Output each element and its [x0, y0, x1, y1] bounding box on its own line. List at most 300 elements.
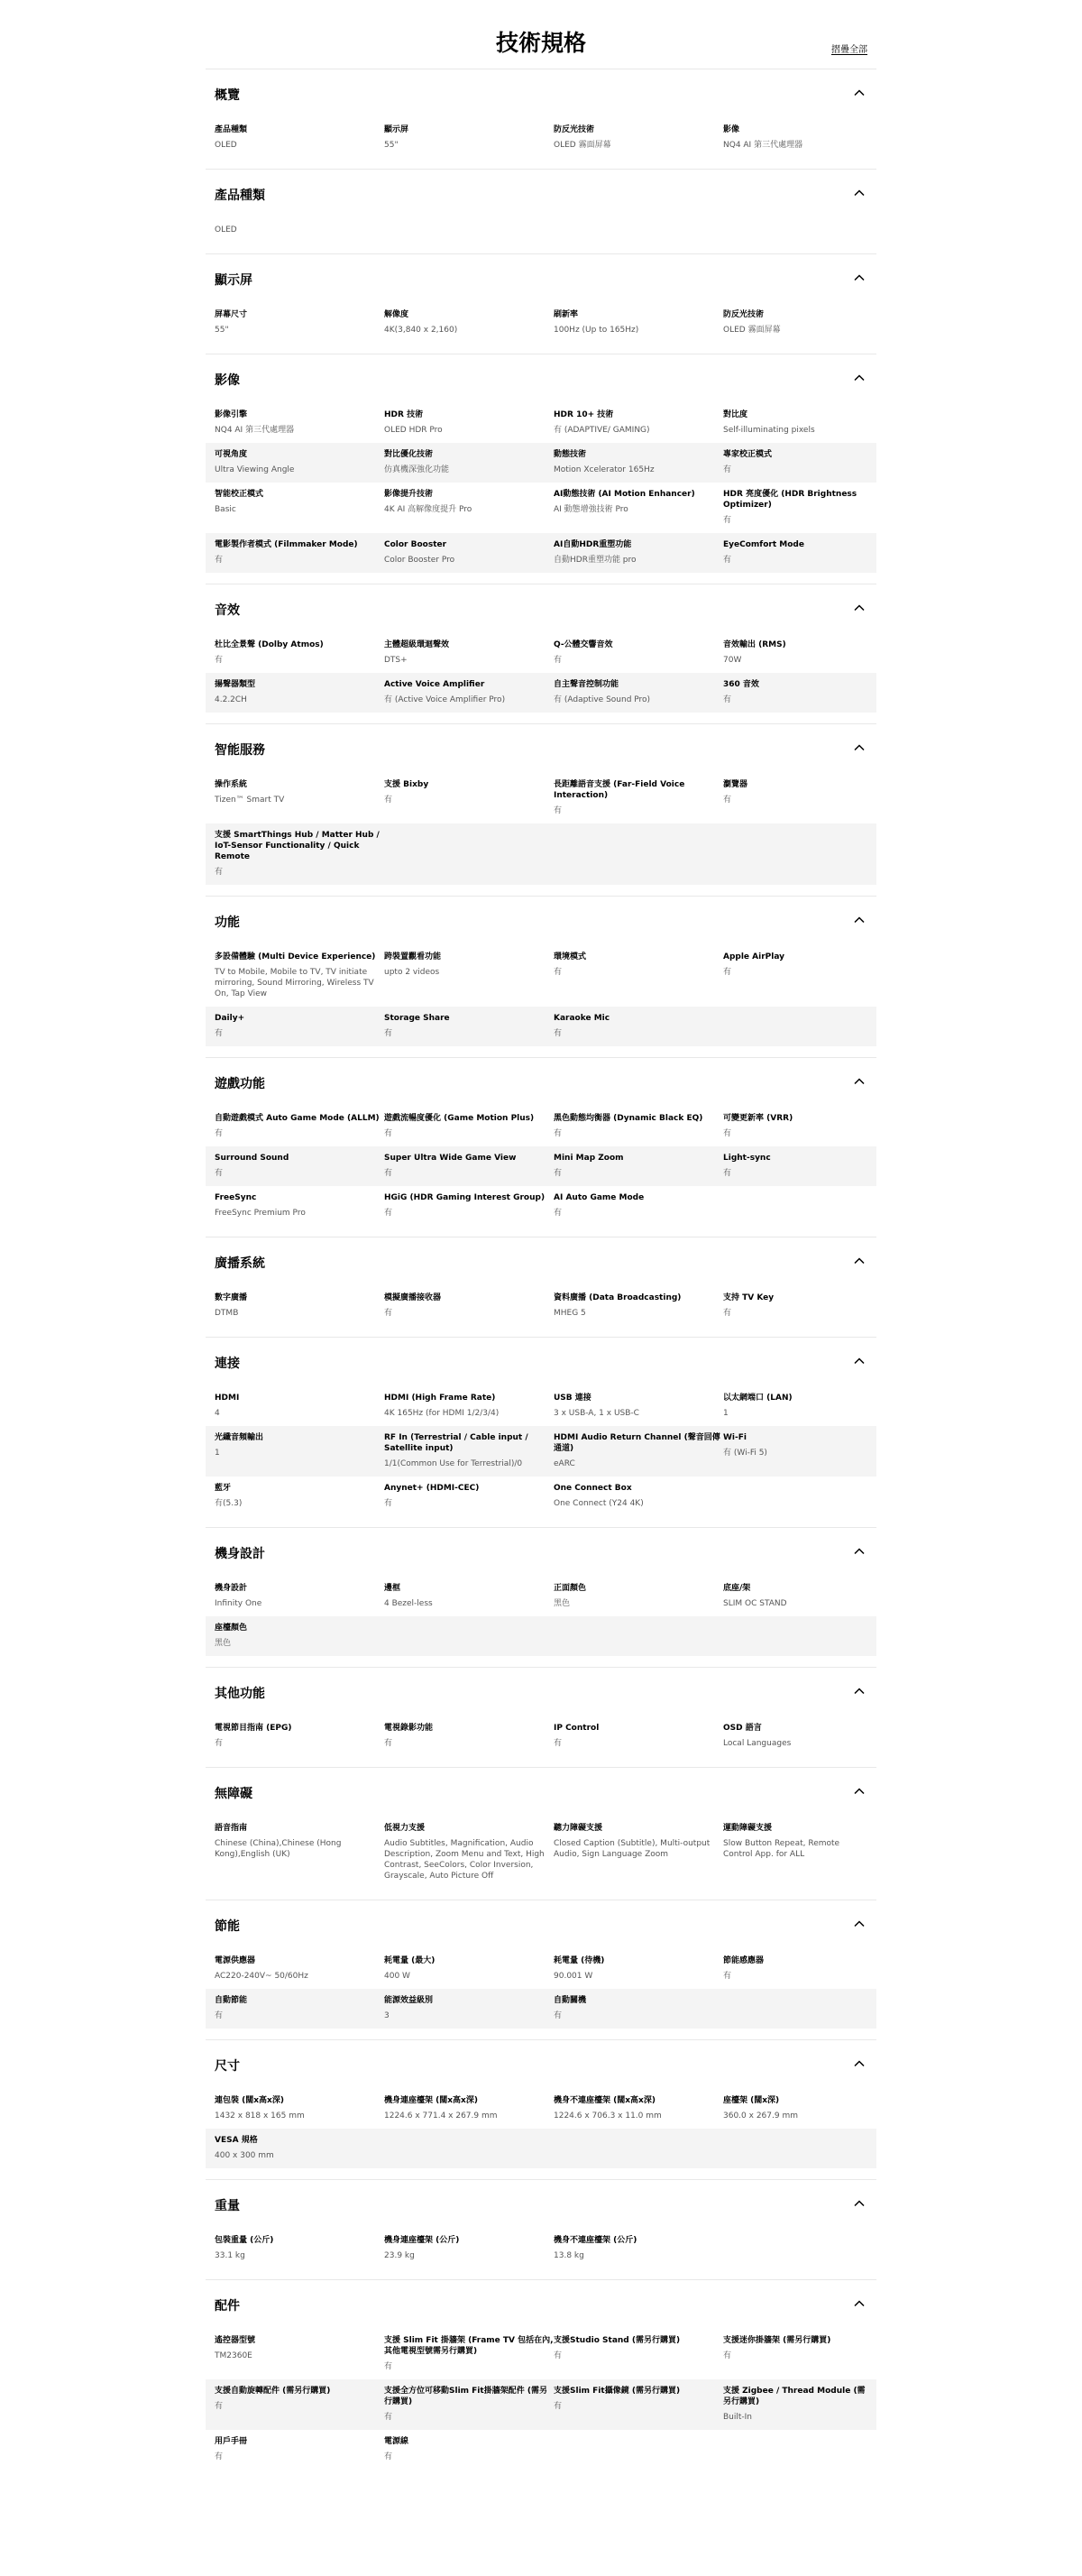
- spec-rows: [206, 945, 876, 1057]
- spec-value: OLED 霧面屏幕: [723, 326, 781, 335]
- spec-item: [215, 489, 384, 526]
- spec-label: 影像提升技術: [384, 490, 434, 499]
- chevron-up-icon[interactable]: [853, 1355, 866, 1367]
- chevron-up-icon[interactable]: [853, 2197, 866, 2210]
- spec-item: [384, 952, 554, 999]
- spec-label: Daily+: [215, 1014, 245, 1023]
- spec-value: 有: [384, 1739, 393, 1748]
- spec-label: Anynet+ (HDMI-CEC): [384, 1484, 480, 1493]
- section-header[interactable]: [206, 1237, 876, 1286]
- spec-label: Karaoke Mic: [554, 1014, 610, 1023]
- spec-item: [554, 1013, 723, 1039]
- spec-row: [206, 2379, 876, 2430]
- chevron-up-icon[interactable]: [853, 1685, 866, 1697]
- spec-label: Storage Share: [384, 1014, 450, 1023]
- spec-value: MHEG 5: [554, 1309, 586, 1318]
- spec-item: [384, 639, 554, 666]
- spec-label: 對比度: [723, 410, 748, 419]
- spec-item: [723, 539, 867, 566]
- spec-value: 有: [723, 1129, 732, 1138]
- spec-label: 模擬廣播接收器: [384, 1293, 442, 1302]
- spec-label: HDMI (High Frame Rate): [384, 1394, 496, 1403]
- section-header[interactable]: [206, 2040, 876, 2089]
- spec-value: AI 動態增強技術 Pro: [554, 505, 628, 514]
- spec-item: [215, 1995, 384, 2021]
- spec-item: [384, 1113, 554, 1139]
- spec-item: [215, 2135, 384, 2161]
- spec-item: [384, 1823, 554, 1881]
- spec-item: [723, 1432, 867, 1469]
- spec-rows: [206, 1716, 876, 1767]
- spec-item: [554, 1192, 723, 1219]
- spec-label: AI Auto Game Mode: [554, 1193, 645, 1202]
- section-title: 智能服務: [215, 743, 265, 758]
- spec-item: [384, 2235, 554, 2261]
- spec-label: 電視節目指南 (EPG): [215, 1724, 292, 1733]
- spec-rows: [206, 2229, 876, 2279]
- spec-value: 4K AI 高解像度提升 Pro: [384, 505, 472, 514]
- spec-value: 有: [723, 556, 732, 565]
- spec-row: [206, 2329, 876, 2379]
- spec-label: 機身連座檯架 (闊x高x深): [384, 2096, 478, 2105]
- spec-value: 3 x USB-A, 1 x USB-C: [554, 1409, 639, 1418]
- spec-value: Closed Caption (Subtitle), Multi-output Audio, Sign Language Zoom: [554, 1839, 711, 1859]
- spec-value: 有: [723, 968, 732, 977]
- chevron-up-icon[interactable]: [853, 2297, 866, 2310]
- spec-value: 有: [215, 1169, 224, 1178]
- spec-label: 顯示屏: [384, 125, 409, 134]
- spec-value: 有: [723, 1972, 732, 1981]
- spec-item: [384, 1013, 554, 1039]
- spec-row: [206, 2430, 876, 2470]
- spec-label: 支援自動旋轉配件 (需另行購買): [215, 2387, 331, 2396]
- spec-value: 有: [554, 1739, 563, 1748]
- section-header[interactable]: [206, 1900, 876, 1949]
- spec-item: [384, 409, 554, 436]
- spec-item: [723, 1293, 867, 1319]
- spec-label: 機身設計: [215, 1584, 248, 1593]
- spec-item: [554, 952, 723, 999]
- spec-label: 可視角度: [215, 450, 248, 459]
- spec-item: [723, 489, 867, 526]
- spec-item: [554, 1432, 723, 1469]
- spec-value: 1224.6 x 706.3 x 11.0 mm: [554, 2111, 662, 2121]
- spec-value: 4.2.2CH: [215, 695, 247, 704]
- spec-label: 數字廣播: [215, 1293, 248, 1302]
- spec-value: 有: [384, 1499, 393, 1508]
- spec-label: 長距離語音支援 (Far-Field Voice Interaction): [554, 780, 685, 800]
- spec-value: 黑色: [554, 1599, 571, 1608]
- spec-row: [206, 403, 876, 443]
- chevron-up-icon[interactable]: [853, 87, 866, 99]
- section-title: 遊戲功能: [215, 1077, 265, 1091]
- spec-label: 解像度: [384, 310, 409, 319]
- spec-value: Self-illuminating pixels: [723, 426, 815, 435]
- spec-row: [206, 1716, 876, 1756]
- spec-item: [215, 2095, 384, 2121]
- spec-label: 聽力障礙支援: [554, 1824, 603, 1833]
- section-header[interactable]: [206, 354, 876, 403]
- spec-label: 耗電量 (最大): [384, 1956, 436, 1965]
- spec-value: 400 x 300 mm: [215, 2151, 274, 2160]
- spec-item: [723, 1393, 867, 1419]
- section-title: 配件: [215, 2299, 240, 2314]
- spec-label: 刷新率: [554, 310, 579, 319]
- spec-value: Motion Xcelerator 165Hz: [554, 465, 655, 474]
- spec-label: 影像引擎: [215, 410, 248, 419]
- spec-row: [206, 1186, 876, 1226]
- spec-section: [206, 354, 876, 584]
- spec-label: Surround Sound: [215, 1154, 289, 1163]
- spec-rows: [206, 403, 876, 584]
- spec-value: 有: [384, 1169, 393, 1178]
- spec-label: 黑色動態均衡器 (Dynamic Black EQ): [554, 1114, 703, 1123]
- spec-item: [215, 309, 384, 336]
- spec-section: [206, 584, 876, 723]
- spec-label: 屏幕尺寸: [215, 310, 248, 319]
- chevron-up-icon[interactable]: [853, 914, 866, 926]
- spec-label: One Connect Box: [554, 1484, 632, 1493]
- spec-label: 光纖音頻輸出: [215, 1433, 264, 1442]
- spec-item: [384, 2436, 554, 2462]
- chevron-up-icon[interactable]: [853, 2057, 866, 2070]
- section-title: 尺寸: [215, 2059, 240, 2074]
- spec-label: Light-sync: [723, 1154, 771, 1163]
- spec-item: [215, 1955, 384, 1982]
- spec-item: [215, 1432, 384, 1469]
- spec-label: 自主聲音控制功能: [554, 680, 619, 689]
- spec-item: [384, 1153, 554, 1179]
- spec-label: VESA 規格: [215, 2136, 258, 2145]
- spec-label: 機身不連座檯架 (闊x高x深): [554, 2096, 656, 2105]
- spec-label: Color Booster: [384, 540, 447, 549]
- spec-label: Mini Map Zoom: [554, 1154, 624, 1163]
- spec-item: [215, 952, 384, 999]
- spec-item: [554, 539, 723, 566]
- spec-label: 節能感應器: [723, 1956, 765, 1965]
- spec-label: 自動節能: [215, 1996, 248, 2005]
- spec-section: [206, 2039, 876, 2179]
- spec-value: 有: [215, 2402, 224, 2411]
- spec-item: [554, 1113, 723, 1139]
- spec-item: [554, 309, 723, 336]
- spec-value: 有 (ADAPTIVE/ GAMING): [554, 426, 650, 435]
- spec-item: [554, 1153, 723, 1179]
- chevron-up-icon[interactable]: [853, 271, 866, 284]
- spec-item: [723, 2335, 867, 2372]
- chevron-up-icon[interactable]: [853, 1255, 866, 1267]
- section-header[interactable]: [206, 254, 876, 303]
- spec-value: 有: [554, 2402, 563, 2411]
- spec-label: 運動障礙支援: [723, 1824, 773, 1833]
- spec-item: [215, 779, 384, 816]
- spec-item: [723, 1823, 867, 1881]
- spec-label: 動態技術: [554, 450, 587, 459]
- spec-row: [206, 218, 876, 243]
- spec-value: 有: [723, 695, 732, 704]
- spec-label: 影像: [723, 125, 740, 134]
- spec-label: 專家校正模式: [723, 450, 773, 459]
- section-header[interactable]: [206, 1528, 876, 1577]
- spec-value: 有: [723, 796, 732, 805]
- spec-label: 低視力支援: [384, 1824, 426, 1833]
- spec-value: 有: [723, 2351, 732, 2360]
- spec-rows: [206, 303, 876, 354]
- spec-value: OLED HDR Pro: [384, 426, 443, 435]
- spec-value: NQ4 AI 第三代處理器: [215, 426, 295, 435]
- spec-rows: [206, 1286, 876, 1337]
- section-header[interactable]: [206, 897, 876, 945]
- spec-label: HDR 亮度優化 (HDR Brightness Optimizer): [723, 490, 857, 510]
- section-header[interactable]: [206, 1338, 876, 1386]
- spec-item: [723, 1955, 867, 1982]
- spec-label: 支援Studio Stand (需另行購買): [554, 2336, 681, 2345]
- spec-value: 有: [384, 1029, 393, 1038]
- spec-row: [206, 773, 876, 823]
- page-header: [0, 0, 1082, 69]
- spec-section: [206, 2279, 876, 2480]
- spec-row: [206, 945, 876, 1007]
- spec-label: RF In (Terrestrial / Cable input / Satellite input): [384, 1433, 528, 1453]
- spec-rows: [206, 2089, 876, 2179]
- spec-item: [215, 124, 384, 151]
- spec-section: [206, 1667, 876, 1767]
- chevron-up-icon[interactable]: [853, 1075, 866, 1088]
- spec-value: Built-In: [723, 2413, 753, 2422]
- spec-value: 有(5.3): [215, 1499, 243, 1508]
- spec-item: [384, 449, 554, 475]
- spec-item: [723, 1113, 867, 1139]
- spec-value: 4 Bezel-less: [384, 1599, 433, 1608]
- spec-item: [384, 1995, 554, 2021]
- spec-label: 多設備體驗 (Multi Device Experience): [215, 952, 376, 961]
- spec-value: Chinese (China),Chinese (Hong Kong),English (UK): [215, 1839, 342, 1859]
- spec-value: Infinity One: [215, 1599, 262, 1608]
- section-title: 功能: [215, 915, 240, 930]
- spec-item: [384, 1393, 554, 1419]
- section-header[interactable]: [206, 1668, 876, 1716]
- spec-label: 遙控器型號: [215, 2336, 256, 2345]
- section-header[interactable]: [206, 170, 876, 218]
- spec-item: [723, 952, 867, 999]
- spec-value: 有: [384, 1129, 393, 1138]
- spec-label: 底座/架: [723, 1584, 751, 1593]
- spec-item: [384, 1192, 554, 1219]
- spec-row: [206, 1577, 876, 1616]
- spec-value: 有: [554, 1129, 563, 1138]
- spec-label: 正面顏色: [554, 1584, 587, 1593]
- section-title: 顯示屏: [215, 273, 252, 288]
- spec-item: [215, 539, 384, 566]
- spec-value: OLED: [215, 141, 237, 150]
- spec-value: 有 (Wi-Fi 5): [723, 1449, 767, 1458]
- spec-value: 有: [215, 1029, 224, 1038]
- collapse-all-link[interactable]: 摺疊全部: [831, 45, 867, 55]
- spec-value: 有: [554, 1169, 563, 1178]
- spec-value: 1: [215, 1449, 220, 1458]
- spec-value: 70W: [723, 656, 742, 665]
- spec-label: 對比優化技術: [384, 450, 434, 459]
- spec-label: 操作系統: [215, 780, 248, 789]
- spec-value: 有: [723, 465, 732, 474]
- spec-value: DTS+: [384, 656, 408, 665]
- spec-item: [215, 1192, 384, 1219]
- spec-label: 遊戲流暢度優化 (Game Motion Plus): [384, 1114, 535, 1123]
- spec-label: 智能校正模式: [215, 490, 264, 499]
- spec-item: [554, 1955, 723, 1982]
- spec-label: 電視錄影功能: [384, 1724, 434, 1733]
- spec-label: Apple AirPlay: [723, 952, 785, 961]
- spec-value: 有: [215, 1129, 224, 1138]
- spec-value: 有: [215, 2011, 224, 2020]
- spec-label: 環境模式: [554, 952, 587, 961]
- spec-label: 音效輸出 (RMS): [723, 640, 786, 649]
- section-title: 重量: [215, 2199, 240, 2213]
- spec-value: One Connect (Y24 4K): [554, 1499, 644, 1508]
- spec-item: [384, 679, 554, 705]
- spec-item: [723, 124, 867, 151]
- spec-section: [206, 1900, 876, 2039]
- spec-value: 有: [554, 1209, 563, 1218]
- section-title: 廣播系統: [215, 1256, 265, 1271]
- spec-label: HDMI: [215, 1394, 240, 1403]
- spec-value: SLIM OC STAND: [723, 1599, 787, 1608]
- spec-rows: [206, 633, 876, 723]
- section-title: 節能: [215, 1919, 240, 1934]
- spec-row: [206, 1949, 876, 1989]
- spec-item: [723, 409, 867, 436]
- spec-value: Tizen™ Smart TV: [215, 796, 285, 805]
- spec-row: [206, 633, 876, 673]
- spec-value: 1224.6 x 771.4 x 267.9 mm: [384, 2111, 498, 2121]
- spec-label: 支援 Zigbee / Thread Module (需另行購買): [723, 2387, 866, 2406]
- spec-item: [215, 1723, 384, 1749]
- spec-label: 資料廣播 (Data Broadcasting): [554, 1293, 682, 1302]
- spec-item: [384, 539, 554, 566]
- spec-row: [206, 483, 876, 533]
- spec-value: 有: [215, 868, 224, 877]
- spec-value: 1432 x 818 x 165 mm: [215, 2111, 305, 2121]
- spec-label: 支援 SmartThings Hub / Matter Hub / IoT-Sensor Functionality / Quick Remote: [215, 831, 380, 861]
- spec-row: [206, 673, 876, 713]
- spec-row: [206, 1286, 876, 1326]
- chevron-up-icon[interactable]: [853, 602, 866, 614]
- spec-label: 耗電量 (待機): [554, 1956, 605, 1965]
- spec-value: 黑色: [215, 1639, 232, 1648]
- spec-row: [206, 443, 876, 483]
- spec-item: [215, 1013, 384, 1039]
- spec-value: 100Hz (Up to 165Hz): [554, 326, 639, 335]
- chevron-up-icon[interactable]: [853, 372, 866, 384]
- spec-value: 有: [384, 2452, 393, 2461]
- spec-row: [206, 823, 876, 885]
- spec-label: 包裝重量 (公斤): [215, 2236, 274, 2245]
- spec-label: 機身連座檯架 (公斤): [384, 2236, 460, 2245]
- spec-section: [206, 1057, 876, 1237]
- section-header[interactable]: [206, 1058, 876, 1107]
- chevron-up-icon[interactable]: [853, 741, 866, 754]
- spec-value: 有: [554, 806, 563, 815]
- spec-label: 電源線: [384, 2437, 409, 2446]
- spec-item: [723, 309, 867, 336]
- spec-label: 用戶手冊: [215, 2437, 248, 2446]
- section-header[interactable]: [206, 2180, 876, 2229]
- spec-value: TV to Mobile, Mobile to TV, TV initiate mirroring, Sound Mirroring, Wireless TV On, Tap View: [215, 968, 374, 998]
- spec-label: IP Control: [554, 1724, 600, 1733]
- spec-item: [384, 1432, 554, 1469]
- section-header[interactable]: [206, 724, 876, 773]
- spec-value: 400 W: [384, 1972, 410, 1981]
- spec-item: [384, 309, 554, 336]
- spec-item: [215, 2386, 384, 2423]
- spec-section: [206, 169, 876, 253]
- spec-item: [554, 2386, 723, 2423]
- spec-item: [384, 2095, 554, 2121]
- spec-item: [215, 1623, 384, 1649]
- spec-item: [554, 639, 723, 666]
- spec-item: [554, 779, 723, 816]
- spec-value: 33.1 kg: [215, 2251, 245, 2260]
- spec-row: [206, 2089, 876, 2129]
- spec-rows: [206, 1386, 876, 1527]
- spec-row: [206, 1989, 876, 2029]
- spec-item: [554, 679, 723, 705]
- chevron-up-icon[interactable]: [853, 1918, 866, 1930]
- section-header[interactable]: [206, 69, 876, 118]
- spec-label: 藍牙: [215, 1484, 232, 1493]
- spec-row: [206, 533, 876, 573]
- spec-item: [215, 1583, 384, 1609]
- spec-item: [215, 679, 384, 705]
- spec-label: Wi-Fi: [723, 1433, 747, 1442]
- spec-sections: [0, 69, 1082, 2480]
- spec-value: 有: [384, 796, 393, 805]
- section-header[interactable]: [206, 1768, 876, 1817]
- spec-item: [554, 489, 723, 526]
- spec-item: [723, 679, 867, 705]
- chevron-up-icon[interactable]: [853, 1545, 866, 1558]
- section-header[interactable]: [206, 2280, 876, 2329]
- section-header[interactable]: [206, 584, 876, 633]
- spec-item: [554, 1583, 723, 1609]
- spec-label: Super Ultra Wide Game View: [384, 1154, 517, 1163]
- spec-item: [384, 124, 554, 151]
- spec-value: upto 2 videos: [384, 968, 440, 977]
- spec-value: 有: [554, 1029, 563, 1038]
- spec-value: 有: [384, 1309, 393, 1318]
- spec-item: [554, 449, 723, 475]
- spec-label: 支援Slim Fit攝像鏡 (需另行購買): [554, 2387, 681, 2396]
- spec-label: 產品種類: [215, 125, 248, 134]
- spec-item: [215, 1153, 384, 1179]
- chevron-up-icon[interactable]: [853, 187, 866, 199]
- spec-item: [554, 1483, 723, 1509]
- spec-row: [206, 1426, 876, 1477]
- page-title: 技術規格: [495, 30, 586, 56]
- spec-label: EyeComfort Mode: [723, 540, 804, 549]
- spec-item: [554, 1995, 723, 2021]
- spec-row: [206, 2129, 876, 2168]
- spec-value: AC220-240V~ 50/60Hz: [215, 1972, 308, 1981]
- spec-item: [384, 1723, 554, 1749]
- section-title: 無障礙: [215, 1787, 252, 1801]
- spec-value: Audio Subtitles, Magnification, Audio Description, Zoom Menu and Text, High Contrast, SeeColors, Color Inversion, Grayscale, Auto Picture Off: [384, 1839, 545, 1881]
- spec-value: 55": [215, 326, 229, 335]
- section-title: 連接: [215, 1357, 240, 1371]
- chevron-up-icon[interactable]: [853, 1785, 866, 1798]
- section-title: 概覽: [215, 88, 240, 103]
- spec-label: AI自動HDR重塑功能: [554, 540, 632, 549]
